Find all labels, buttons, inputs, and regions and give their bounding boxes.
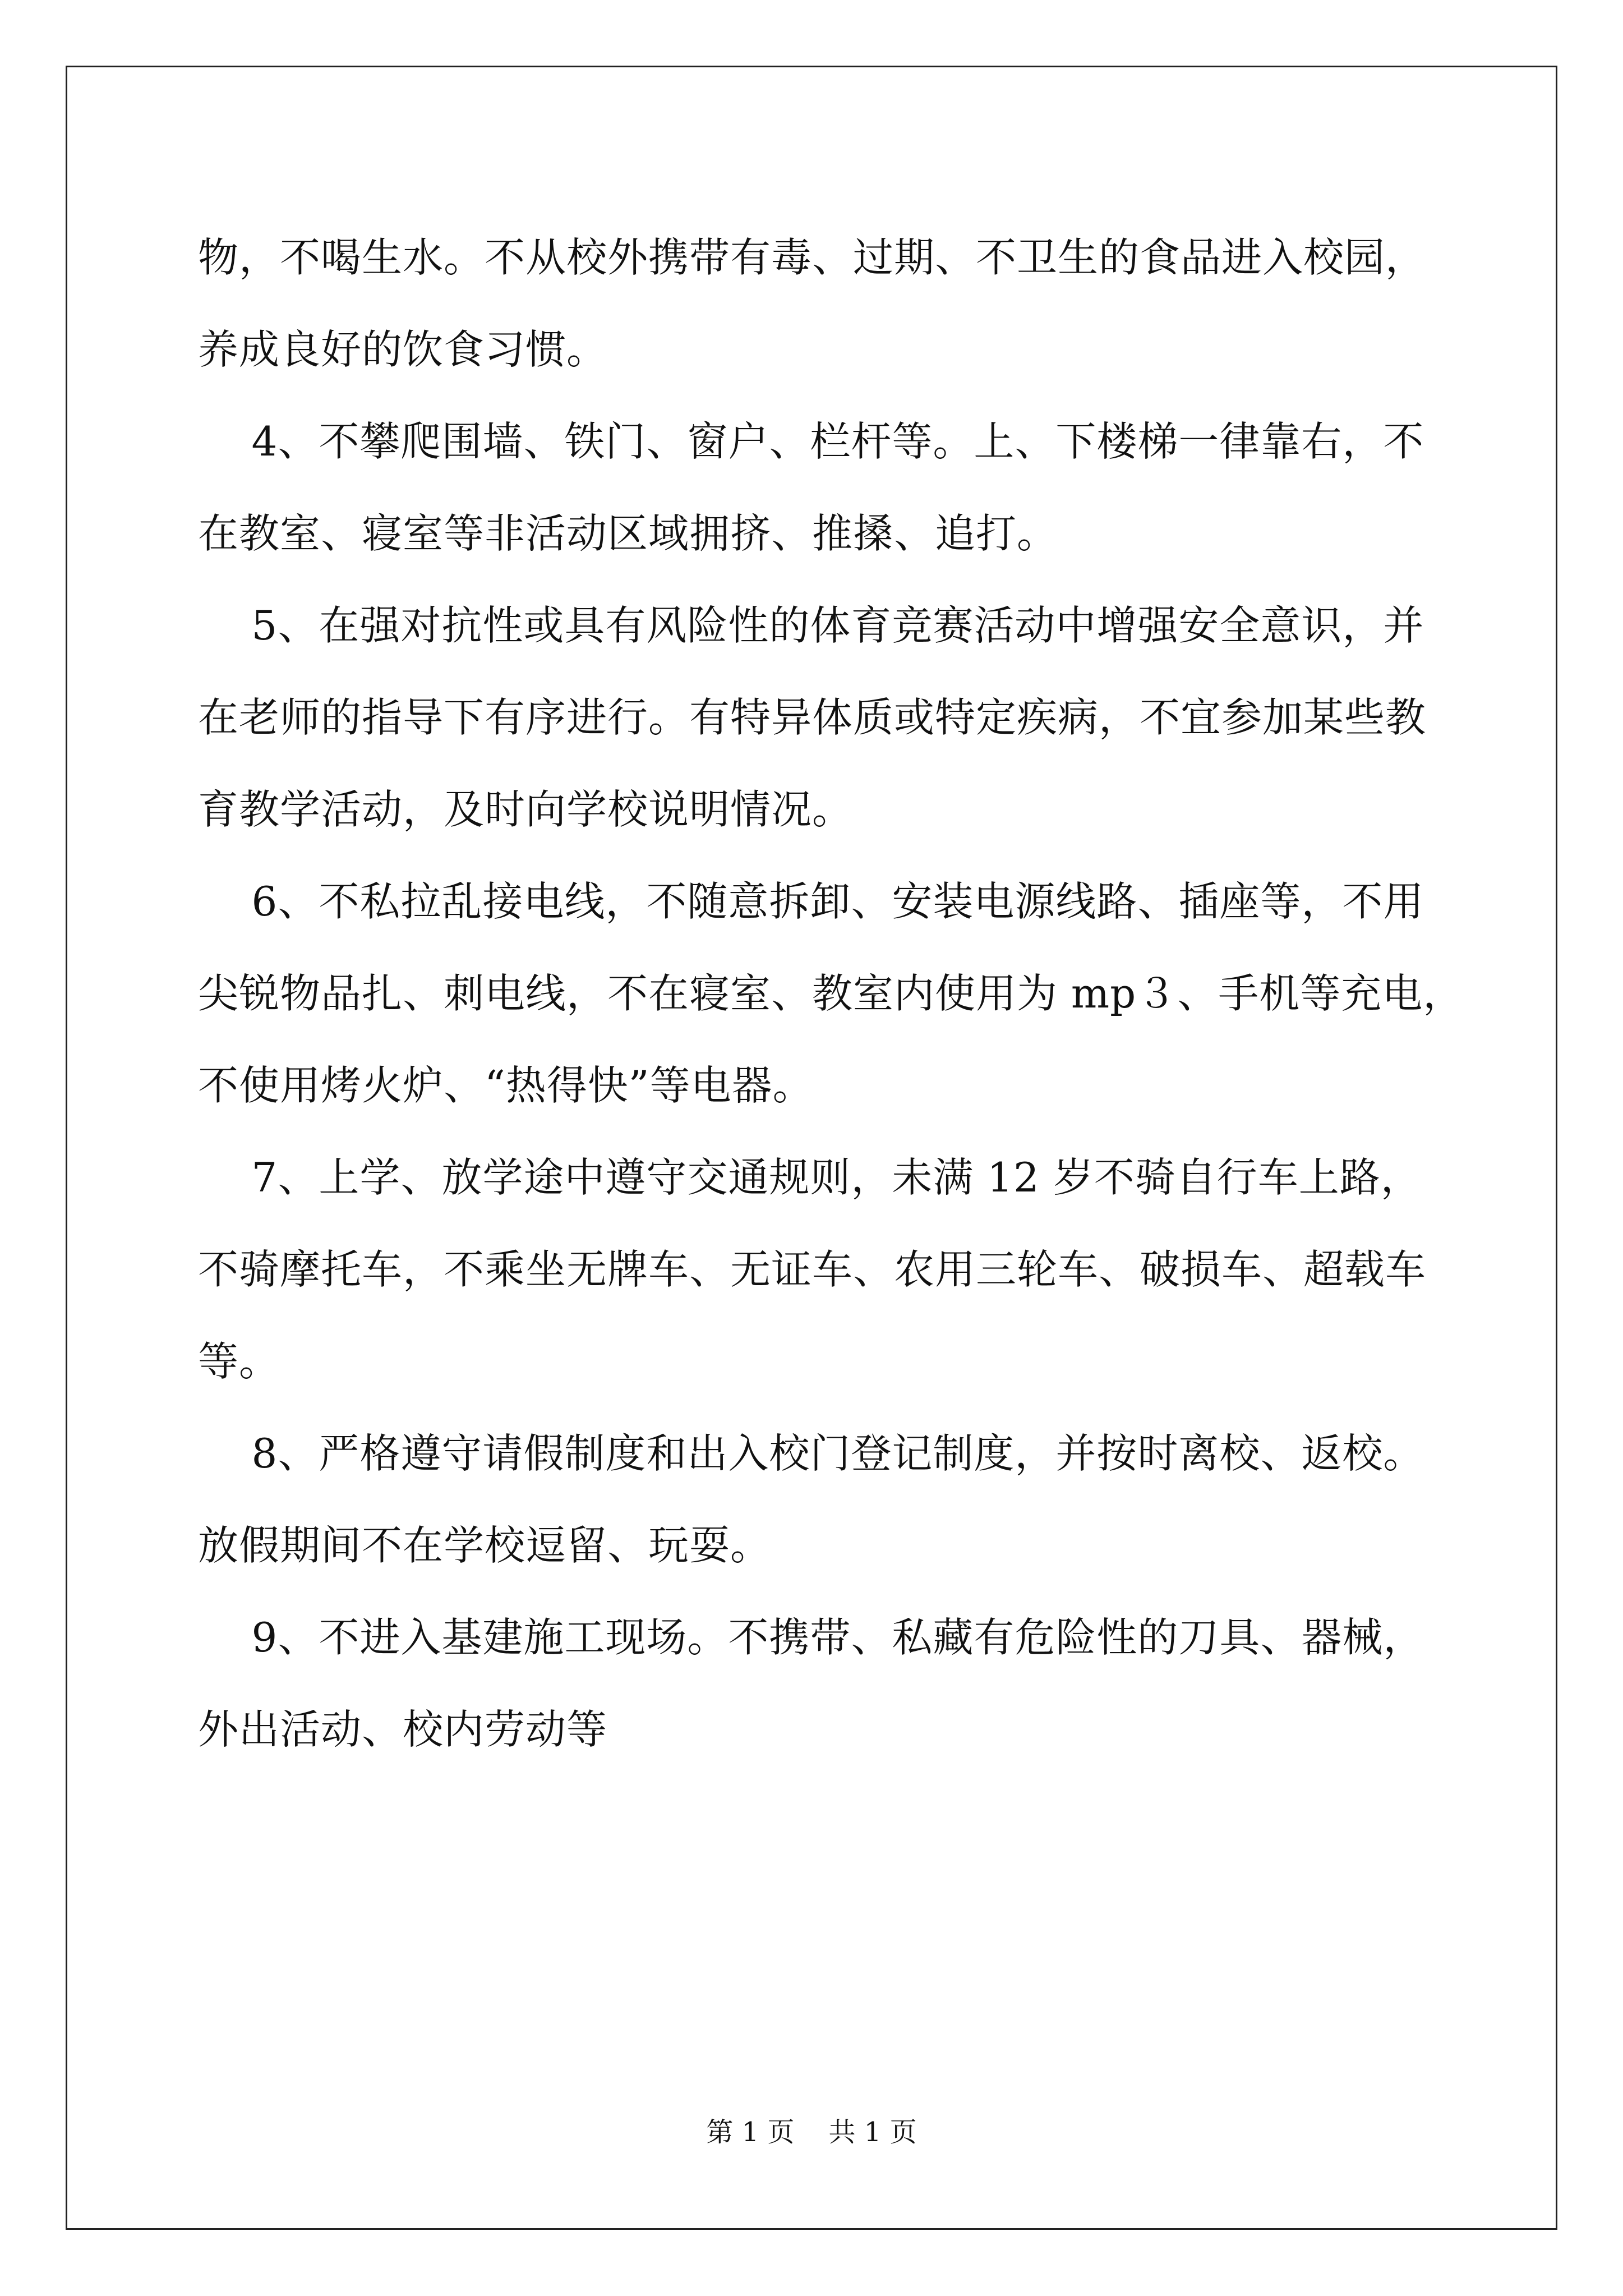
text-line-11: 7、上学、放学途中遵守交通规则，未满 12 岁不骑自行车上路， [198,1154,1422,1201]
text-line-6: 在老师的指导下有序进行。有特异体质或特定疾病，不宜参加某些教 [198,694,1427,741]
text-line-4: 在教室、寝室等非活动区域拥挤、推搡、追打。 [198,510,1058,557]
page-number-footer: 第 1 页 共 1 页 [706,2116,917,2148]
text-line-2: 养成良好的饮食习惯。 [198,326,608,373]
text-line-16: 9、不进入基建施工现场。不携带、私藏有危险性的刀具、器械， [198,1614,1424,1661]
text-line-14: 8、严格遵守请假制度和出入校门登记制度，并按时离校、返校。 [198,1430,1424,1477]
text-line-17: 外出活动、校内劳动等 [198,1706,608,1753]
text-line-13: 等。 [198,1338,280,1385]
document-body [198,211,1464,1775]
text-line-15: 放假期间不在学校逗留、玩耍。 [198,1522,772,1569]
text-line-7: 育教学活动，及时向学校说明情况。 [198,786,854,833]
text-line-1: 物，不喝生水。不从校外携带有毒、过期、不卫生的食品进入校园， [198,234,1427,281]
text-line-10: 不使用烤火炉、“热得快”等电器。 [198,1062,814,1109]
text-line-9: 尖锐物品扎、刺电线，不在寝室、教室内使用为 mp３、手机等充电， [198,970,1464,1017]
text-line-5: 5、在强对抗性或具有风险性的体育竞赛活动中增强安全意识，并 [198,602,1424,649]
text-line-8: 6、不私拉乱接电线，不随意拆卸、安装电源线路、插座等，不用 [198,878,1424,925]
text-line-3: 4、不攀爬围墙、铁门、窗户、栏杆等。上、下楼梯一律靠右，不 [198,418,1424,465]
text-line-12: 不骑摩托车，不乘坐无牌车、无证车、农用三轮车、破损车、超载车 [198,1246,1427,1293]
